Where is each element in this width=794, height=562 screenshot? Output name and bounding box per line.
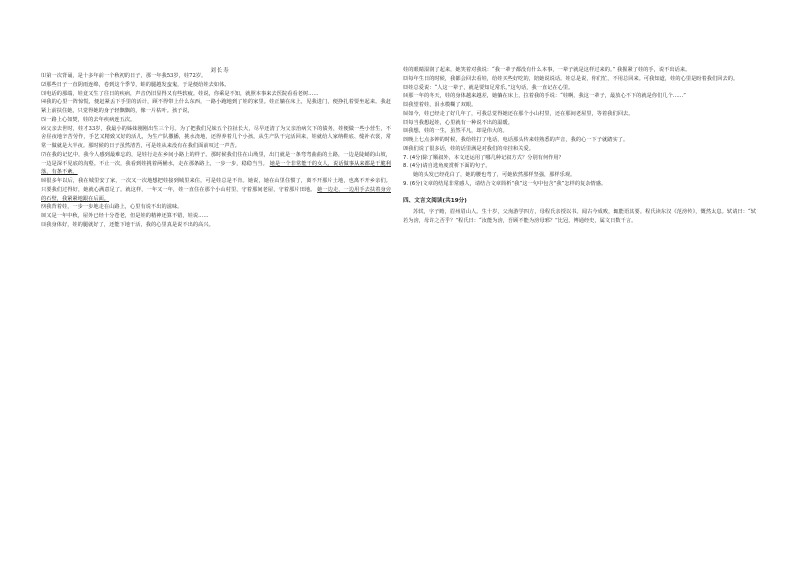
paragraph-3: ⑶电话的那端，娃竟又生了往日的疾病，声音仍旧显得又有些软疲。娃说，你乘是不知，就照本事来去医院看看老树…… bbox=[41, 90, 319, 97]
paragraph-17: ⒄每当我想起娃，心里就有一种说不出的温暖。 bbox=[403, 119, 513, 126]
paragraph-9: ⑼我背着娃，一步一步地走在山路上，心里有说不出的滋味。 bbox=[41, 204, 183, 211]
paragraph-7 bbox=[41, 151, 391, 177]
paragraph-12: ⑿每年生日的时候，我都会回去看娃，给娃买些好吃的，陪她说说话。娃总是说，你们忙，不用总回来。可我知道，娃的心里是盼着我们回去的。 bbox=[403, 75, 739, 82]
left-column bbox=[41, 72, 391, 230]
paragraph-4: ⑷我的心里一阵惊慌，便赶紧丢下手里的活计，顾不得带上什么东西，一路小跑地到了娃的家里。娃正躺在床上，见我进门，便挣扎着要坐起来。我赶紧上前扶住她，只觉得她的身子轻飘飘的，像一片枯叶。孩子说， bbox=[41, 99, 391, 114]
question-9: 9. (6分)文章的结尾非常感人，请结合文章简析“我”这一句中包含“我”怎样的复杂情感。 bbox=[403, 180, 607, 187]
question-8-quote: 她的头发已经花白了，她的腰也弯了，可她依然那样坚强，那样乐观。 bbox=[413, 172, 576, 178]
paragraph-14: ⒁那一年的冬天，娃的身体越来越差，她躺在床上，拉着我的手说：“娃啊，我这一辈子，最放心不下的就是你们几个……” bbox=[403, 93, 686, 100]
question-7: 7. (4分)除了顺叙外，本文还运用了哪几种记叙方式？分别有何作用？ bbox=[403, 154, 564, 161]
article-title: 刘长寿 bbox=[210, 68, 230, 74]
paragraph-6: ⑹父亲去世时，娃才33岁，我最小的姊妹刚刚出生三个月。为了把我们兄妹五个拉扯长大，尽早还清了为父亲治病欠下的债务，娃便做一些小营生，不舍昼夜地辛苦劳作，手艺又精致又好的活儿，为生产队撒播，挑水浇地，还得养着几个小孩。从生产队干完活回来，娃就给人家纳鞋底、缝补衣裳，常常一做就是大半夜。那时候的日子虽然清苦，可是娃从来没有在我们面前叹过一声苦。 bbox=[41, 125, 391, 149]
paragraph-13: ⒀娃总爱说：“人这一辈子，就是要知足常乐。”这句话，我一直记在心里。 bbox=[403, 84, 574, 91]
classical-text: 苏轼，字子瞻，眉州眉山人。生十岁，父洵游学四方，母程氏亲授以书。闻古今成败，辄能语其要。程氏读东汉《范滂传》，慨然太息。轼请曰：“轼若为滂，母许之否乎？”程氏曰：“汝能为滂，吾顾不能为滂母邪？”比冠，博通经史，属文日数千言。 bbox=[403, 209, 756, 224]
paragraph-20: ⒇我们说了很多话，娃的话里满是对我们的牵挂和关爱。 bbox=[403, 145, 534, 152]
right-column bbox=[403, 66, 756, 226]
paragraph-8-text: ⑻很多年以后，我在城里安了家，一次又一次地想把娃接到城里来住，可是娃总是不肯。她说，她在山里住惯了，离不开那片土地，也离不开乡亲们。只要我们过得好，她就心满意足了。就这样，一年又一年，娃一直住在那个小山村里，守着那间老屋，守着那片田地。 bbox=[41, 178, 391, 193]
paragraph-18: ⒅我想，娃的一生，虽然平凡，却是伟大的。 bbox=[403, 128, 508, 135]
paragraph-11-cont: 娃的眼睛湿润了起来，她笑着对我说：“我一辈子都没有什么本事，一辈子就是这样过来的。” 我握紧了娃的手，说不出话来。 bbox=[403, 67, 691, 73]
question-8: 8. (4分)请自选角度赏析下面的句子。 bbox=[403, 163, 491, 170]
paragraph-10: ⑽又是一年中秋，屋外已经十分苍老，但是娃的精神还算不错，娃说…… bbox=[41, 213, 209, 219]
paragraph-8 bbox=[41, 177, 391, 203]
paragraph-2: ⑵那些日子一直阴雨连绵，卷到这个季节，蛙的腿越发蛮鬼，于是便给娃去如体。 bbox=[41, 81, 230, 88]
paragraph-5: ⑸一路上心如焚，娃的去年疾病连五次。 bbox=[41, 116, 136, 123]
underlined-sentence-1: 她是一个非常能干的女人，说话做事从来都是干脆利落，有条不紊。 bbox=[41, 160, 392, 176]
paragraph-15: ⒂我望着娃，泪水模糊了双眼。 bbox=[403, 102, 477, 108]
paragraph-7-text: ⑺在我的记忆中，我今人感到最难忘的，是娃行走在乡间小路上的样子。那时候我们住在山坳里，出门就是一条弯弯曲曲的土路，一边是陡峭的山坡，一边是深不见底的沟壑。不止一次，我看到娃挑着两桶水，走在那条路上，一步一步，稳稳当当。 bbox=[41, 151, 391, 167]
paragraph-16: ⒃如今，娃已经走了好几年了，可我总觉得她还在那个小山村里，还在那间老屋里，等着我们回去。 bbox=[403, 110, 634, 117]
underlined-sentence-2: 她一边走，一边用手去扶着身旁的石壁，我紧紧地跟在后面。 bbox=[41, 186, 391, 202]
paragraph-19: ⒆晚上七点多钟的时候，我给娃打了电话，电话那头传来娃熟悉的声音，我的心一下子就踏实了。 bbox=[403, 137, 629, 143]
section-heading: 四、文言文阅读(共19分) bbox=[403, 197, 467, 204]
paragraph-11: ⑾我身体好，娃的腿就好了，还能下地干活，我的心里真是说不出的高兴。 bbox=[41, 221, 214, 228]
paragraph-1: ⑴第一次背诵，是十多年前一个秋初的日子，那一年我53岁，娃72岁。 bbox=[41, 73, 207, 79]
